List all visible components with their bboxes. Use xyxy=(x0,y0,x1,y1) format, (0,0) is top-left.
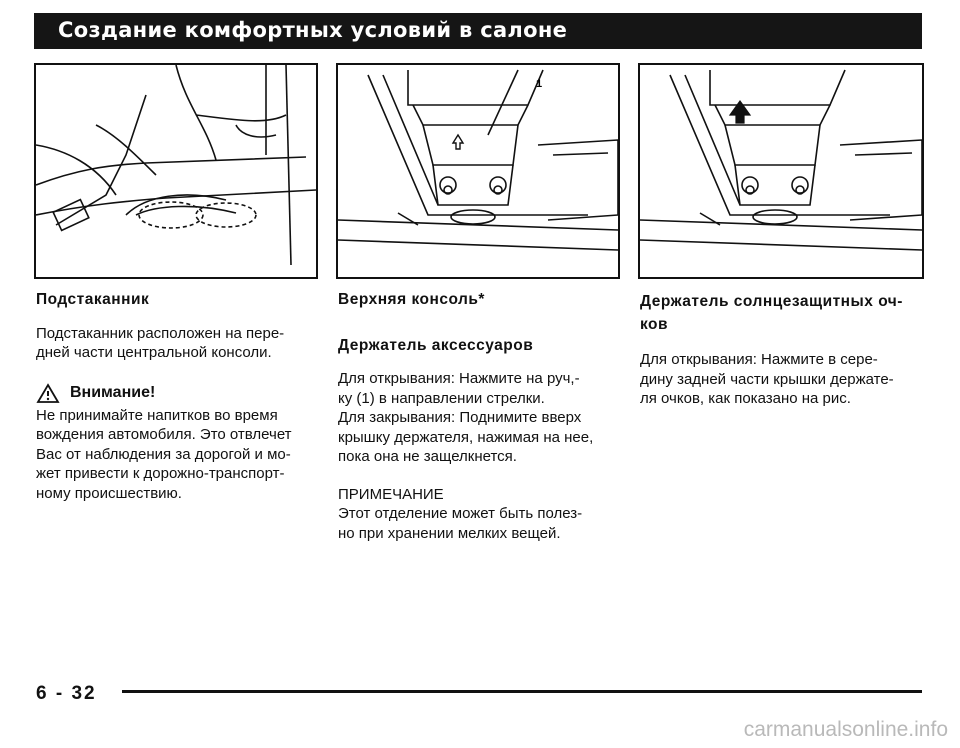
overhead-console-section xyxy=(338,290,616,543)
cup-holder-description: Подстаканник расположен на пере- дней части центральной консоли. xyxy=(36,324,285,361)
overhead-console-illustration xyxy=(338,65,618,277)
warning-block xyxy=(36,383,314,404)
accessory-close-text: Для закрывания: Поднимите вверх крышку держателя, нажимая на нее, пока она не защелкнется. xyxy=(338,409,594,465)
warning-label: Внимание! xyxy=(70,384,156,402)
overhead-console-figure xyxy=(336,63,620,279)
cup-holder-heading: Подстаканник xyxy=(36,291,150,308)
callout-1: 1 xyxy=(536,78,543,90)
cup-holder-section xyxy=(36,290,314,503)
note-text: Этот отделение может быть полез- но при хранении мелких вещей. xyxy=(338,505,583,542)
sunglasses-holder-illustration xyxy=(640,65,922,277)
cup-holder-illustration xyxy=(36,65,316,277)
footer-rule xyxy=(122,690,922,693)
warning-triangle-icon xyxy=(36,383,60,404)
sunglasses-holder-figure xyxy=(638,63,924,279)
sunglasses-open-text: Для открывания: Нажмите в сере- дину задней части крышки держате- ля очков, как показано на рис. xyxy=(640,351,894,407)
accessory-open-text: Для открывания: Нажмите на руч,- ку (1) в направлении стрелки. xyxy=(338,370,580,407)
sunglasses-holder-section xyxy=(640,290,920,409)
overhead-console-heading: Верхняя консоль* xyxy=(338,291,485,308)
cup-holder-figure xyxy=(34,63,318,279)
note-label: ПРИМЕЧАНИЕ xyxy=(338,485,444,503)
section-header xyxy=(34,13,922,49)
sunglasses-holder-heading: Держатель солнцезащитных оч- ков xyxy=(640,293,903,333)
accessory-holder-heading: Держатель аксессуаров xyxy=(338,336,534,354)
warning-text: Не принимайте напитков во время вождения автомобиля. Это отвлечет Вас от наблюдения за дорогой и мо- жет привести к дорожно-транспорт- ному происшествию. xyxy=(36,406,292,502)
section-title: Создание комфортных условий в салоне xyxy=(58,18,568,42)
page-number: 6 - 32 xyxy=(36,683,97,704)
watermark: carmanualsonline.info xyxy=(743,718,948,741)
